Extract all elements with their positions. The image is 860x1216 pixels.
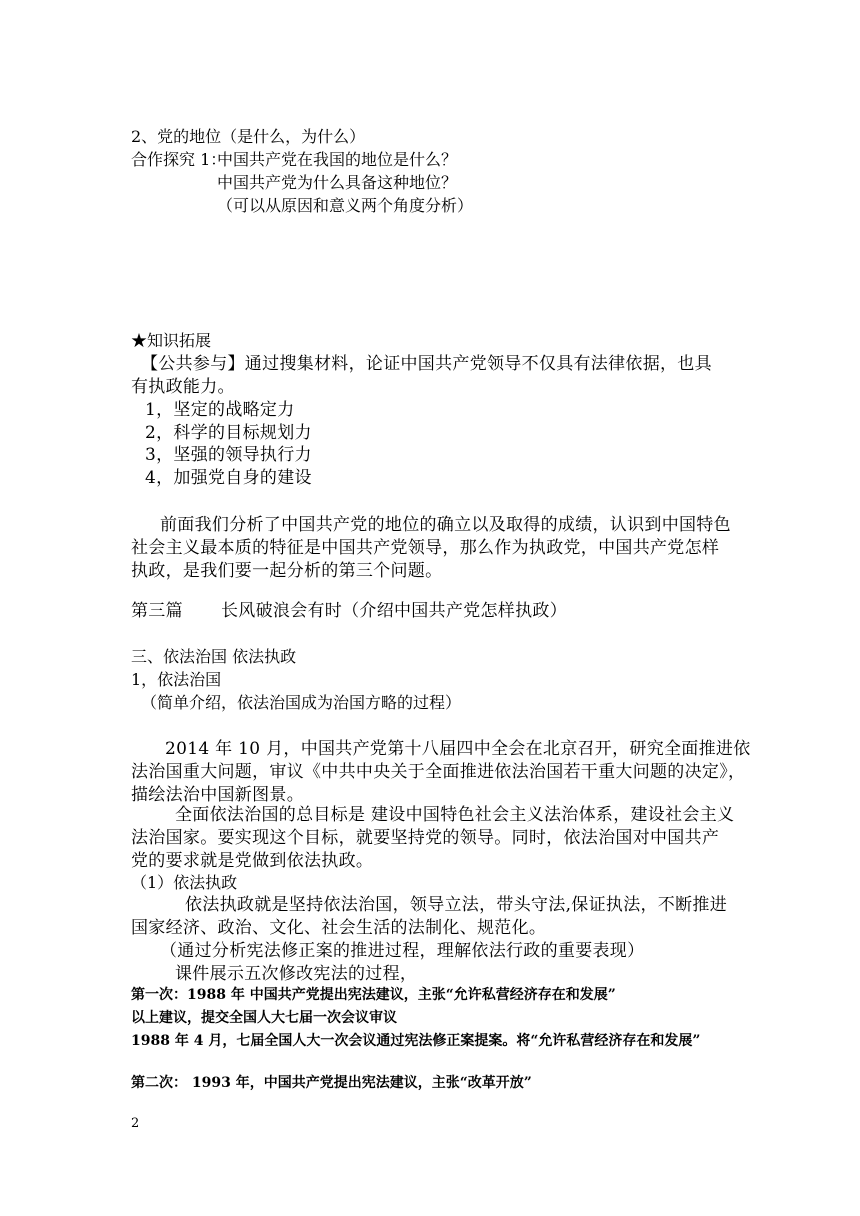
paragraph-2014-line-3: 描绘法治中国新图景。 [131, 785, 304, 805]
first-amendment-line-2: 以上建议，提交全国人大七届一次会议审议 [131, 1010, 397, 1026]
first-amendment-line-1: 第一次：1988 年 中国共产党提出宪法建议，主张“允许私营经济存在和发展” [131, 987, 616, 1003]
section-3-heading: 三、依法治国 依法执政 [131, 647, 297, 666]
section-2-heading: 2、党的地位（是什么，为什么） [131, 127, 366, 146]
list-item: 2，科学的目标规划力 [145, 423, 312, 443]
paragraph-2014-line-2: 法治国重大问题，审议《中共中央关于全面推进依法治国若干重大问题的决定》， [131, 762, 746, 782]
transition-line-3: 执政，是我们要一起分析的第三个问题。 [131, 561, 443, 581]
paragraph-goal-line-3: 党的要求就是党做到依法执政。 [131, 851, 374, 871]
paragraph-goal-line-2: 法治国家。要实现这个目标，就要坚持党的领导。同时，依法治国对中国共产 [131, 828, 720, 848]
second-amendment-line-1: 第二次： 1993 年，中国共产党提出宪法建议，主张“改革开放” [131, 1075, 532, 1091]
explore-question-1: 中国共产党在我国的地位是什么？ [217, 150, 458, 169]
explore-question-3: （可以从原因和意义两个角度分析） [217, 196, 474, 215]
part-3-title: 长风破浪会有时（介绍中国共产党怎样执政） [221, 601, 567, 621]
public-participation-line-2: 有执政能力。 [131, 377, 235, 397]
subheading-rule-of-law: 1，依法治国 [131, 670, 222, 689]
paragraph-governing-line-1: 依法执政就是坚持依法治国，领导立法，带头守法,保证执法，不断推进 [185, 895, 728, 915]
knowledge-heading: ★知识拓展 [131, 331, 212, 350]
paragraph-2014-line-1: 2014 年 10 月，中国共产党第十八届四中全会在北京召开，研究全面推进依 [165, 739, 751, 759]
list-item: 4，加强党自身的建设 [145, 468, 312, 488]
transition-line-1: 前面我们分析了中国共产党的地位的确立以及取得的成绩，认识到中国特色 [160, 515, 731, 535]
subheading-note: （简单介绍，依法治国成为治国方略的过程） [141, 693, 462, 712]
paragraph-goal-line-1: 全面依法治国的总目标是 建设中国特色社会主义法治体系，建设社会主义 [175, 805, 735, 825]
public-participation-line-1: 【公共参与】通过搜集材料，论证中国共产党领导不仅具有法律依据，也具 [141, 354, 712, 374]
page-number: 2 [131, 1116, 140, 1131]
subheading-governing-by-law: （1）依法执政 [131, 873, 238, 892]
list-item: 1，坚定的战略定力 [145, 400, 295, 420]
part-3-label: 第三篇 [131, 601, 183, 621]
explore-label: 合作探究 1： [131, 150, 227, 169]
list-item: 3，坚强的领导执行力 [145, 445, 312, 465]
explore-question-2: 中国共产党为什么具备这种地位？ [217, 173, 458, 192]
first-amendment-line-3: 1988 年 4 月，七届全国人大一次会议通过宪法修正案提案。将“允许私营经济存在和发展” [131, 1033, 701, 1049]
constitution-note: （通过分析宪法修正案的推进过程，理解依法行政的重要表现） [160, 941, 645, 961]
transition-line-2: 社会主义最本质的特征是中国共产党领导，那么作为执政党，中国共产党怎样 [131, 538, 720, 558]
courseware-line: 课件展示五次修改宪法的过程， [175, 964, 418, 984]
paragraph-governing-line-2: 国家经济、政治、文化、社会生活的法制化、规范化。 [131, 918, 547, 938]
